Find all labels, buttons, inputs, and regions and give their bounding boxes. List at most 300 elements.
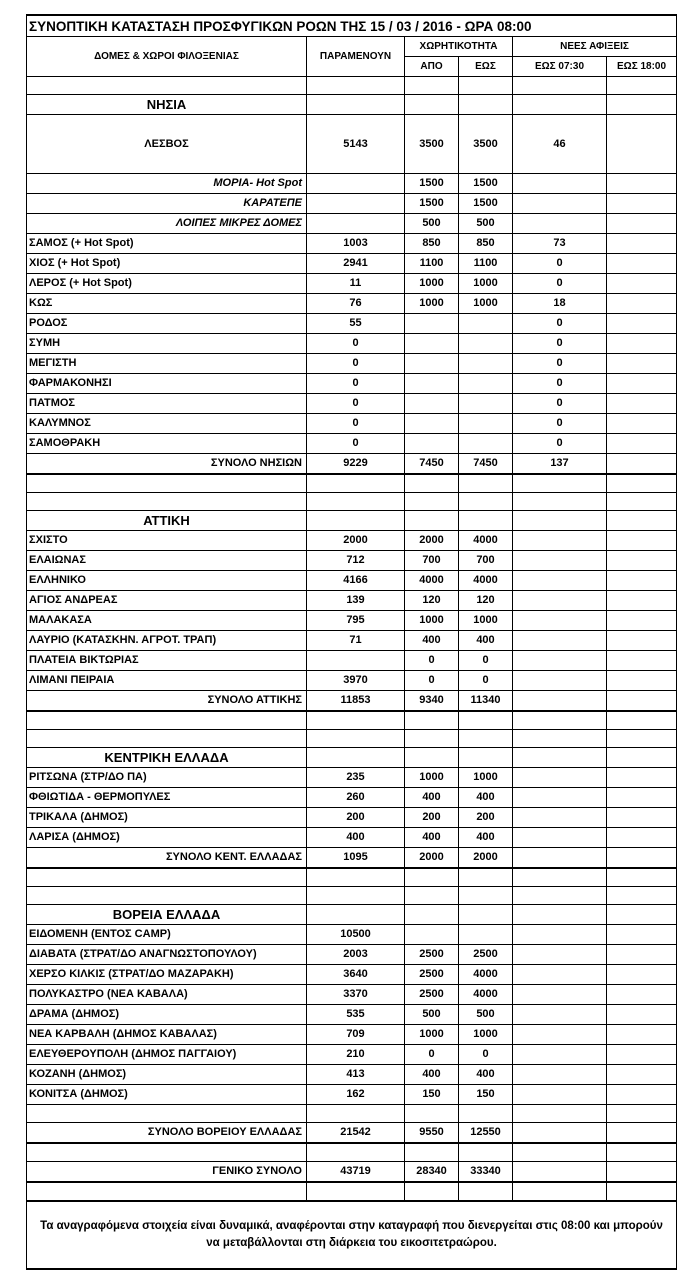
empty-cell [27, 1182, 307, 1201]
capacity-to-value: 400 [459, 788, 513, 808]
arrivals-1800-value [607, 945, 677, 965]
arrivals-1800-value [607, 631, 677, 651]
remaining-value: 200 [307, 808, 405, 828]
arrivals-0730-value [513, 1045, 607, 1065]
facility-name: ΛΑΡΙΣΑ (ΔΗΜΟΣ) [27, 828, 307, 848]
arrivals-0730-value: 73 [513, 234, 607, 254]
capacity-from-value [405, 925, 459, 945]
remaining-value: 235 [307, 768, 405, 788]
table-row [27, 828, 677, 848]
arrivals-0730-value [513, 214, 607, 234]
remaining-value: 76 [307, 294, 405, 314]
facility-name: ΣΥΝΟΛΟ ΝΗΣΙΩΝ [27, 454, 307, 475]
arrivals-1800-value [607, 254, 677, 274]
empty-cell [513, 511, 607, 531]
arrivals-1800-value [607, 334, 677, 354]
sub-facility-name: ΜΟΡΙΑ- Hot Spot [27, 174, 307, 194]
capacity-from-value: 2500 [405, 965, 459, 985]
arrivals-1800-value [607, 1005, 677, 1025]
sub-facility-name: ΚΑΡΑΤΕΠΕ [27, 194, 307, 214]
capacity-from-value: 1500 [405, 194, 459, 214]
empty-cell [607, 887, 677, 905]
empty-cell [405, 77, 459, 95]
capacity-to-value: 33340 [459, 1162, 513, 1183]
empty-cell [405, 1182, 459, 1201]
table-row [27, 651, 677, 671]
capacity-to-value: 2500 [459, 945, 513, 965]
empty-cell [405, 1143, 459, 1162]
capacity-from-value [405, 434, 459, 454]
arrivals-0730-value [513, 925, 607, 945]
capacity-to-value: 1000 [459, 274, 513, 294]
arrivals-0730-value [513, 691, 607, 712]
arrivals-0730-value: 0 [513, 374, 607, 394]
arrivals-1800-value [607, 314, 677, 334]
empty-cell [307, 474, 405, 493]
empty-cell [607, 748, 677, 768]
remaining-value: 21542 [307, 1123, 405, 1144]
capacity-to-value: 850 [459, 234, 513, 254]
capacity-from-value: 850 [405, 234, 459, 254]
remaining-value: 10500 [307, 925, 405, 945]
arrivals-1800-value [607, 925, 677, 945]
capacity-to-value: 4000 [459, 985, 513, 1005]
capacity-from-value [405, 334, 459, 354]
arrivals-0730-value [513, 651, 607, 671]
capacity-from-value: 1000 [405, 768, 459, 788]
capacity-from-value: 500 [405, 1005, 459, 1025]
capacity-from-value: 2000 [405, 848, 459, 869]
section-heading: ΒΟΡΕΙΑ ΕΛΛΑΔΑ [27, 905, 307, 925]
table-row [27, 611, 677, 631]
empty-cell [513, 887, 607, 905]
arrivals-1800-value [607, 374, 677, 394]
empty-cell [405, 730, 459, 748]
arrivals-1800-value [607, 788, 677, 808]
header-capacity: ΧΩΡΗΤΙΚΟΤΗΤΑ [405, 37, 513, 57]
facility-name: ΛΙΜΑΝΙ ΠΕΙΡΑΙΑ [27, 671, 307, 691]
arrivals-1800-value [607, 354, 677, 374]
arrivals-0730-value: 0 [513, 354, 607, 374]
remaining-value: 413 [307, 1065, 405, 1085]
refugee-flows-table [26, 14, 677, 1270]
table-row [27, 294, 677, 314]
empty-cell [307, 711, 405, 730]
capacity-to-value: 1500 [459, 174, 513, 194]
capacity-from-value [405, 374, 459, 394]
capacity-from-value: 2000 [405, 531, 459, 551]
capacity-from-value: 400 [405, 1065, 459, 1085]
arrivals-0730-value: 0 [513, 414, 607, 434]
remaining-value: 709 [307, 1025, 405, 1045]
capacity-from-value [405, 394, 459, 414]
empty-cell [459, 748, 513, 768]
capacity-to-value: 4000 [459, 531, 513, 551]
capacity-from-value: 0 [405, 651, 459, 671]
remaining-value: 260 [307, 788, 405, 808]
capacity-to-value [459, 314, 513, 334]
table-row [27, 274, 677, 294]
section-heading: ΚΕΝΤΡΙΚΗ ΕΛΛΑΔΑ [27, 748, 307, 768]
remaining-value: 0 [307, 394, 405, 414]
empty-cell [513, 905, 607, 925]
table-row [27, 631, 677, 651]
arrivals-0730-value [513, 611, 607, 631]
arrivals-0730-value [513, 985, 607, 1005]
empty-cell [459, 711, 513, 730]
arrivals-0730-value: 137 [513, 454, 607, 475]
facility-name: ΤΡΙΚΑΛΑ (ΔΗΜΟΣ) [27, 808, 307, 828]
arrivals-0730-value [513, 1025, 607, 1045]
arrivals-1800-value [607, 1025, 677, 1045]
capacity-from-value: 400 [405, 788, 459, 808]
table-row [27, 985, 677, 1005]
empty-cell [459, 511, 513, 531]
arrivals-1800-value [607, 1085, 677, 1105]
capacity-to-value: 120 [459, 591, 513, 611]
arrivals-1800-value [607, 571, 677, 591]
arrivals-1800-value [607, 294, 677, 314]
empty-cell [405, 493, 459, 511]
arrivals-1800-value [607, 174, 677, 194]
remaining-value [307, 174, 405, 194]
table-row [27, 234, 677, 254]
capacity-from-value: 200 [405, 808, 459, 828]
spacer-row [27, 77, 677, 95]
remaining-value: 11853 [307, 691, 405, 712]
header-structures: ΔΟΜΕΣ & ΧΩΡΟΙ ΦΙΛΟΞΕΝΙΑΣ [27, 37, 307, 77]
arrivals-0730-value [513, 194, 607, 214]
capacity-from-value: 1500 [405, 174, 459, 194]
arrivals-0730-value: 18 [513, 294, 607, 314]
report-sheet [26, 14, 676, 1270]
remaining-value: 162 [307, 1085, 405, 1105]
capacity-to-value [459, 434, 513, 454]
capacity-from-value: 1100 [405, 254, 459, 274]
arrivals-1800-value [607, 808, 677, 828]
facility-name: ΧΙΟΣ (+ Hot Spot) [27, 254, 307, 274]
header-from: ΑΠΟ [405, 57, 459, 77]
footnote-row [27, 1201, 677, 1269]
empty-cell [27, 887, 307, 905]
capacity-to-value [459, 374, 513, 394]
remaining-value: 5143 [307, 115, 405, 174]
capacity-from-value: 150 [405, 1085, 459, 1105]
grand-total-row [27, 1162, 677, 1183]
arrivals-0730-value [513, 945, 607, 965]
section-heading-row [27, 95, 677, 115]
remaining-value: 210 [307, 1045, 405, 1065]
remaining-value: 2003 [307, 945, 405, 965]
capacity-from-value: 700 [405, 551, 459, 571]
table-row [27, 591, 677, 611]
arrivals-1800-value [607, 1123, 677, 1144]
capacity-to-value: 11340 [459, 691, 513, 712]
arrivals-1800-value [607, 1162, 677, 1183]
empty-cell [607, 711, 677, 730]
arrivals-0730-value: 46 [513, 115, 607, 174]
capacity-to-value: 4000 [459, 571, 513, 591]
capacity-to-value: 400 [459, 631, 513, 651]
capacity-to-value: 0 [459, 651, 513, 671]
capacity-to-value: 2000 [459, 848, 513, 869]
empty-cell [607, 493, 677, 511]
arrivals-0730-value: 0 [513, 434, 607, 454]
empty-cell [27, 1105, 307, 1123]
arrivals-0730-value [513, 1123, 607, 1144]
arrivals-0730-value: 0 [513, 274, 607, 294]
header-until-1800: ΕΩΣ 18:00 [607, 57, 677, 77]
report-title: ΣΥΝΟΠΤΙΚΗ ΚΑΤΑΣΤΑΣΗ ΠΡΟΣΦΥΓΙΚΩΝ ΡΟΩΝ ΤΗΣ 15 / 03 / 2016 - ΩΡΑ 08:00 [27, 15, 677, 37]
empty-cell [307, 493, 405, 511]
facility-name: ΠΑΤΜΟΣ [27, 394, 307, 414]
capacity-to-value: 4000 [459, 965, 513, 985]
arrivals-1800-value [607, 194, 677, 214]
remaining-value: 3970 [307, 671, 405, 691]
facility-name: ΠΛΑΤΕΙΑ ΒΙΚΤΩΡΙΑΣ [27, 651, 307, 671]
facility-name: ΚΑΛΥΜΝΟΣ [27, 414, 307, 434]
empty-cell [513, 1143, 607, 1162]
empty-cell [459, 905, 513, 925]
table-row [27, 434, 677, 454]
empty-cell [607, 905, 677, 925]
section-heading-row [27, 905, 677, 925]
empty-cell [405, 95, 459, 115]
capacity-to-value: 150 [459, 1085, 513, 1105]
empty-cell [307, 1105, 405, 1123]
empty-cell [513, 1105, 607, 1123]
arrivals-1800-value [607, 691, 677, 712]
arrivals-0730-value [513, 1005, 607, 1025]
empty-cell [607, 511, 677, 531]
facility-name: ΜΕΓΙΣΤΗ [27, 354, 307, 374]
facility-name: ΣΥΝΟΛΟ ΒΟΡΕΙΟΥ ΕΛΛΑΔΑΣ [27, 1123, 307, 1144]
facility-name: ΣΥΝΟΛΟ ΚΕΝΤ. ΕΛΛΑΔΑΣ [27, 848, 307, 869]
arrivals-0730-value [513, 1085, 607, 1105]
capacity-to-value: 1100 [459, 254, 513, 274]
empty-cell [307, 748, 405, 768]
arrivals-0730-value [513, 671, 607, 691]
facility-name: ΛΕΣΒΟΣ [27, 115, 307, 174]
arrivals-1800-value [607, 274, 677, 294]
empty-cell [307, 1182, 405, 1201]
section-heading-row [27, 748, 677, 768]
empty-cell [513, 474, 607, 493]
capacity-from-value: 0 [405, 671, 459, 691]
attica-total-row [27, 691, 677, 712]
empty-cell [607, 1182, 677, 1201]
capacity-from-value: 1000 [405, 1025, 459, 1045]
arrivals-1800-value [607, 115, 677, 174]
capacity-to-value [459, 334, 513, 354]
capacity-to-value: 400 [459, 828, 513, 848]
empty-cell [405, 905, 459, 925]
arrivals-1800-value [607, 965, 677, 985]
table-row [27, 1045, 677, 1065]
arrivals-1800-value [607, 671, 677, 691]
spacer-row [27, 493, 677, 511]
remaining-value: 0 [307, 434, 405, 454]
capacity-to-value [459, 925, 513, 945]
remaining-value: 2000 [307, 531, 405, 551]
remaining-value: 0 [307, 354, 405, 374]
arrivals-0730-value [513, 965, 607, 985]
header-until-0730: ΕΩΣ 07:30 [513, 57, 607, 77]
arrivals-0730-value [513, 571, 607, 591]
remaining-value: 795 [307, 611, 405, 631]
remaining-value: 1003 [307, 234, 405, 254]
empty-cell [513, 95, 607, 115]
remaining-value: 2941 [307, 254, 405, 274]
arrivals-0730-value: 0 [513, 314, 607, 334]
capacity-from-value: 2500 [405, 945, 459, 965]
empty-cell [307, 511, 405, 531]
remaining-value: 9229 [307, 454, 405, 475]
capacity-from-value: 120 [405, 591, 459, 611]
remaining-value: 4166 [307, 571, 405, 591]
header-row-1 [27, 37, 677, 57]
facility-name: ΝΕΑ ΚΑΡΒΑΛΗ (ΔΗΜΟΣ ΚΑΒΑΛΑΣ) [27, 1025, 307, 1045]
empty-cell [513, 493, 607, 511]
capacity-from-value: 7450 [405, 454, 459, 475]
empty-cell [513, 868, 607, 887]
empty-cell [27, 868, 307, 887]
empty-cell [27, 711, 307, 730]
north-total-row [27, 1123, 677, 1144]
empty-cell [405, 474, 459, 493]
capacity-to-value: 1000 [459, 1025, 513, 1045]
empty-cell [459, 95, 513, 115]
empty-cell [607, 730, 677, 748]
capacity-to-value [459, 414, 513, 434]
arrivals-1800-value [607, 985, 677, 1005]
table-row [27, 1005, 677, 1025]
remaining-value: 1095 [307, 848, 405, 869]
facility-name: ΣΑΜΟΘΡΑΚΗ [27, 434, 307, 454]
empty-cell [513, 748, 607, 768]
arrivals-0730-value [513, 591, 607, 611]
table-row [27, 571, 677, 591]
empty-cell [513, 77, 607, 95]
footnote-text: Τα αναγραφόμενα στοιχεία είναι δυναμικά, αναφέρονται στην καταγραφή που διενεργείται στις 08:00 και μπορούν να μεταβάλλονται στη διάρκεια του εικοσιτετραώρου. [27, 1201, 677, 1269]
empty-cell [307, 868, 405, 887]
facility-name: ΡΟΔΟΣ [27, 314, 307, 334]
empty-cell [307, 887, 405, 905]
facility-name: ΣΥΝΟΛΟ ΑΤΤΙΚΗΣ [27, 691, 307, 712]
facility-name: ΚΟΖΑΝΗ (ΔΗΜΟΣ) [27, 1065, 307, 1085]
empty-cell [307, 730, 405, 748]
table-row [27, 531, 677, 551]
table-row [27, 394, 677, 414]
empty-cell [405, 868, 459, 887]
facility-name: ΛΑΥΡΙΟ (ΚΑΤΑΣΚΗΝ. ΑΓΡΟΤ. ΤΡΑΠ) [27, 631, 307, 651]
remaining-value: 712 [307, 551, 405, 571]
remaining-value: 0 [307, 334, 405, 354]
facility-name: ΣΥΜΗ [27, 334, 307, 354]
empty-cell [459, 493, 513, 511]
capacity-from-value: 500 [405, 214, 459, 234]
table-row [27, 808, 677, 828]
facility-name: ΦΑΡΜΑΚΟΝΗΣΙ [27, 374, 307, 394]
remaining-value: 0 [307, 374, 405, 394]
facility-name: ΣΑΜΟΣ (+ Hot Spot) [27, 234, 307, 254]
facility-name: ΠΟΛΥΚΑΣΤΡΟ (ΝΕΑ ΚΑΒΑΛΑ) [27, 985, 307, 1005]
arrivals-1800-value [607, 454, 677, 475]
empty-cell [607, 868, 677, 887]
capacity-to-value: 3500 [459, 115, 513, 174]
arrivals-1800-value [607, 611, 677, 631]
remaining-value: 11 [307, 274, 405, 294]
capacity-from-value: 400 [405, 631, 459, 651]
spacer-row [27, 711, 677, 730]
capacity-to-value: 0 [459, 671, 513, 691]
capacity-from-value [405, 314, 459, 334]
empty-cell [513, 711, 607, 730]
table-row [27, 551, 677, 571]
remaining-value: 3640 [307, 965, 405, 985]
capacity-from-value: 1000 [405, 294, 459, 314]
arrivals-1800-value [607, 551, 677, 571]
table-row [27, 354, 677, 374]
empty-cell [405, 887, 459, 905]
empty-cell [307, 905, 405, 925]
facility-name: ΓΕΝΙΚΟ ΣΥΝΟΛΟ [27, 1162, 307, 1183]
empty-cell [27, 77, 307, 95]
arrivals-0730-value: 0 [513, 254, 607, 274]
empty-cell [459, 77, 513, 95]
remaining-value: 55 [307, 314, 405, 334]
central-total-row [27, 848, 677, 869]
arrivals-0730-value [513, 1065, 607, 1085]
empty-cell [27, 474, 307, 493]
empty-cell [307, 1143, 405, 1162]
arrivals-1800-value [607, 214, 677, 234]
empty-cell [27, 1143, 307, 1162]
capacity-to-value: 400 [459, 1065, 513, 1085]
remaining-value: 3370 [307, 985, 405, 1005]
capacity-to-value: 0 [459, 1045, 513, 1065]
sub-facility-row [27, 174, 677, 194]
empty-cell [513, 1182, 607, 1201]
arrivals-1800-value [607, 591, 677, 611]
lesvos-row [27, 115, 677, 174]
empty-cell [307, 95, 405, 115]
arrivals-1800-value [607, 434, 677, 454]
capacity-to-value: 1500 [459, 194, 513, 214]
facility-name: ΣΧΙΣΤΟ [27, 531, 307, 551]
arrivals-1800-value [607, 1065, 677, 1085]
remaining-value [307, 651, 405, 671]
empty-cell [459, 1182, 513, 1201]
arrivals-0730-value: 0 [513, 334, 607, 354]
empty-cell [405, 1105, 459, 1123]
capacity-from-value: 3500 [405, 115, 459, 174]
arrivals-1800-value [607, 651, 677, 671]
capacity-from-value: 9340 [405, 691, 459, 712]
facility-name: ΛΕΡΟΣ (+ Hot Spot) [27, 274, 307, 294]
table-row [27, 965, 677, 985]
spacer-row [27, 474, 677, 493]
capacity-to-value: 1000 [459, 768, 513, 788]
facility-name: ΚΩΣ [27, 294, 307, 314]
capacity-from-value: 28340 [405, 1162, 459, 1183]
capacity-to-value [459, 394, 513, 414]
capacity-from-value: 400 [405, 828, 459, 848]
spacer-row [27, 887, 677, 905]
facility-name: ΕΙΔΟΜΕΝΗ (ΕΝΤΟΣ CAMP) [27, 925, 307, 945]
capacity-from-value [405, 414, 459, 434]
capacity-to-value: 500 [459, 1005, 513, 1025]
